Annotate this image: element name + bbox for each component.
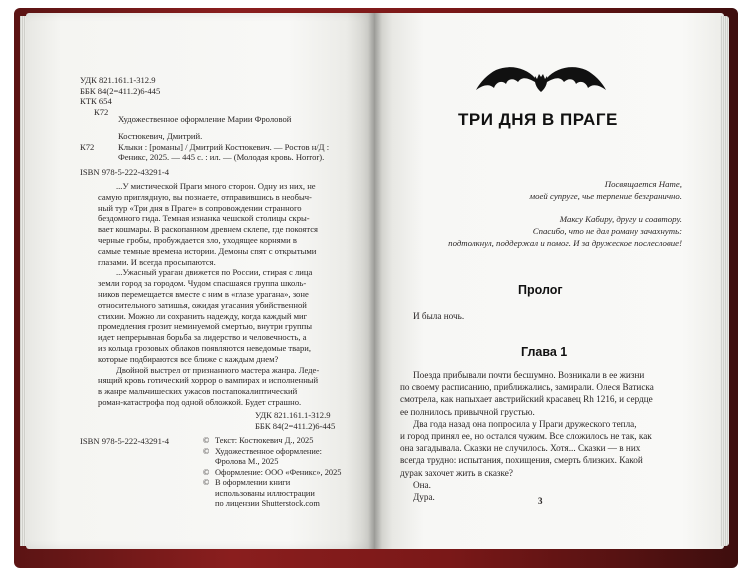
annotation-line: Двойной выстрел от признанного мастера жанра. Леде- <box>116 364 320 375</box>
copyright-text: использованы иллюстрации <box>215 488 315 498</box>
copyright-text: Фролова М., 2025 <box>215 457 279 466</box>
annotation-line: относительного затишья, ожидая угасания убийственной <box>98 299 307 310</box>
copyright-text: Художественное оформление: <box>215 446 322 456</box>
udk-bottom: УДК 821.161.1-312.9 <box>255 410 331 420</box>
chapter-line: Дура. <box>413 492 435 503</box>
bbk-code: ББК 84(2=411.2)6-445 <box>80 85 161 96</box>
copyright-line <box>203 457 363 468</box>
design-credit: Художественное оформление Марии Фроловой <box>118 114 292 124</box>
chapter-text <box>400 369 682 503</box>
annotation-line: черные гробы, пробуждается зло, уходящее корнями в <box>98 234 297 245</box>
copyright-line <box>203 436 363 447</box>
dedication-line: подтолкнул, поддержал и помог. И за дружеское послесловие! <box>448 238 682 248</box>
copyright-text: В оформлении книги <box>215 478 291 487</box>
copyright-text: Текст: Костюкевич Д., 2025 <box>215 436 314 445</box>
annotation-line: промедления грозит неминуемой смертью, внутри группы <box>98 321 312 332</box>
annotation-line: самую приглядную, вы познаете, отправившись в необыч- <box>98 191 312 202</box>
annotation-line: ...Ужасный ураган движется по России, стирая с лица <box>116 267 313 278</box>
chapter-line: всегда трудно: испытания, похищения, смерть близких. Какой <box>400 455 643 466</box>
annotation-line: ный тур «Три дня в Праге» в сопровождении странного <box>98 202 302 213</box>
author-mark-2: К72 <box>80 141 95 152</box>
chapter-line: ее полнилось привычной грустью. <box>400 406 535 417</box>
catalog-line-1: Клыки : [романы] / Дмитрий Костюкевич. — Ростов н/Д : <box>118 141 330 152</box>
chapter-line: по своему расписанию, приближались, замирали. Олеся Ватиска <box>400 382 654 393</box>
dedication-line: Максу Кабиру, другу и соавтору. <box>559 214 682 224</box>
ktk-code: КТК 654 <box>80 96 112 106</box>
copyright-line <box>203 468 363 479</box>
chapter-line: она загадывала. Сказки не случилось. Хотя... Сказки — в них <box>400 443 641 454</box>
annotation <box>98 181 354 408</box>
chapter-line: Поезда прибывали почти бесшумно. Возникали в ее жизни <box>413 370 645 380</box>
bbk-bottom: ББК 84(2=411.2)6-445 <box>255 420 336 431</box>
chapter-heading: Глава 1 <box>521 345 568 359</box>
chapter-line: и город принял ее, но остался чужим. Все сложилось не так, как <box>400 431 652 442</box>
annotation-line: которые подбираются все ближе с каждым днем? <box>98 353 279 364</box>
page-edges-right <box>720 16 729 546</box>
dedication-line: Посвящается Нате, <box>604 179 682 189</box>
annotation-line: из кольца грозовых облаков появляются неведомые твари, <box>98 342 311 353</box>
dedication-line: Спасибо, что не дал роману зачахнуть: <box>532 226 682 236</box>
annotation-line: самые темные времена истории. Демоны спят с открытыми <box>98 245 317 256</box>
catalog-line-2: Феникс, 2025. — 445 с. : ил. — (Молодая кровь. Horror). <box>118 152 325 162</box>
copyright-line <box>203 447 363 458</box>
annotation-line: вает кошмары. В раскопанном древнем склепе, где покоятся <box>98 224 318 235</box>
copyright-sign: © <box>203 446 210 456</box>
copyright-block <box>203 436 363 510</box>
annotation-line: земли город за городом. Чудом спасшаяся группа школь- <box>98 278 307 289</box>
annotation-line: глазами. И всегда просыпаются. <box>98 256 216 267</box>
annotation-line: роман-катастрофа под одной обложкой. Будет страшно. <box>98 396 302 407</box>
annotation-line: стихии. Можно ли сохранить надежду, когда каждый миг <box>98 310 308 321</box>
book-gutter <box>368 13 382 549</box>
prologue-text: И была ночь. <box>413 311 465 321</box>
udk-code: УДК 821.161.1-312.9 <box>80 75 156 85</box>
dedication-line: моей супруге, чье терпение безгранично. <box>529 191 682 201</box>
annotation-line: ников перемещается вместе с ним в «глазе урагана», зоне <box>98 288 309 299</box>
annotation-line: бездомного гида. Темная изнанка чешской столицы скры- <box>98 213 310 224</box>
chapter-line: смотрела, как напыхает австрийский красавец Rh 1216, и сердце <box>400 394 653 405</box>
copyright-text: по лицензии Shutterstock.com <box>215 499 320 508</box>
prologue-heading: Пролог <box>518 283 563 297</box>
annotation-line: нящий кровь готический хоррор о вампирах и исполненный <box>98 375 319 386</box>
copyright-line <box>203 478 363 489</box>
copyright-line <box>203 499 363 510</box>
copyright-sign: © <box>203 478 210 487</box>
dedication <box>410 178 682 249</box>
isbn-bottom: ISBN 978-5-222-43291-4 <box>80 436 170 446</box>
author-line: Костюкевич, Дмитрий. <box>118 131 203 141</box>
copyright-sign: © <box>203 436 210 445</box>
annotation-line: ...У мистической Праги много сторон. Одну из них, не <box>116 181 316 191</box>
author-mark: К72 <box>94 106 109 117</box>
isbn: ISBN 978-5-222-43291-4 <box>80 167 170 177</box>
chapter-line: Она. <box>413 479 431 490</box>
chapter-line: дурак захочет жить в сказке? <box>400 467 513 478</box>
copyright-line <box>203 489 363 500</box>
chapter-line: Два года назад она попросила у Праги дружеского тепла, <box>413 418 637 429</box>
page-number: 3 <box>538 496 543 506</box>
copyright-text: Оформление: ООО «Феникс», 2025 <box>215 467 342 477</box>
annotation-line: в жанре мальчишеских ужасов постапокалиптический <box>98 386 298 397</box>
copyright-sign: © <box>203 467 210 477</box>
annotation-line: идет непрерывная борьба за лидерство и человечность, а <box>98 332 307 343</box>
bat-icon <box>474 62 608 102</box>
section-title: ТРИ ДНЯ В ПРАГЕ <box>458 110 618 129</box>
